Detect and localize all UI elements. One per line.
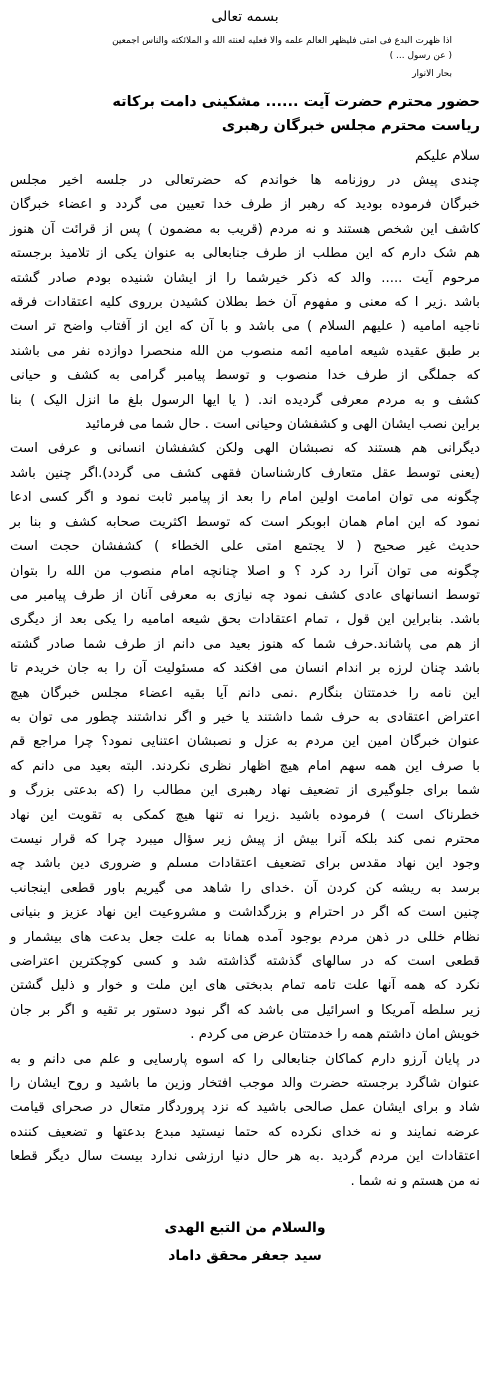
- hadith-source: بحار الانوار: [412, 69, 452, 79]
- body-line: ناجیه امامیه ( علیهم السلام ) می باشد و با آن که این از آفتاب واضح تر است: [10, 319, 480, 335]
- body-line: خبرگان فرموده بودید که رهبر از طرف خدا تعیین می گردد و اعضاء خبرگان: [10, 197, 480, 213]
- body-line: براین نصب ایشان الهی و کشفشان وحیانی است . حال شما می فرمائید: [85, 417, 480, 433]
- body-line: باشد .زیر ا که معنی و مفهوم آن خط بطلان کشیدن برروی کلیه اعتقادات فرقه: [10, 295, 480, 311]
- body-line: این نامه را خدمتتان بنگارم .نمی دانم آیا بقیه اعضاء مجلس خبرگان هیچ: [10, 685, 480, 701]
- body-line: چگونه می توان امامت اولین امام را بعد از پیامبر ثابت نمود و اگر کسی ادعا: [10, 490, 480, 506]
- body-line: کشف و به مردم معرفی گردیده اند. ( یا ایها الرسول بلغ ما انزل الیک ) بنا: [10, 392, 480, 408]
- body-line: نه من هستم و نه شما .: [350, 1173, 480, 1189]
- body-line: زیر سلطه آمریکا و اسرائیل می باشد که اگر نبود دستور بر تقیه و اگر بر جان: [10, 1002, 480, 1018]
- body-line: با صرف این همه سهم امام هیچ اظهار نظری نکردند. البته بعید می دانم که: [10, 758, 480, 774]
- body-line: وجود این نهاد مقدس برای تضعیف اعتقادات مسلم و ضروری دین باشد چه: [10, 856, 480, 872]
- body-line: نکرد که همه آنها علت تامه تمام بدبختی های این ملت و خوار و ذلیل گشتن: [10, 978, 480, 994]
- body-line: شاد و برای ایشان عمل صالحی باشید که نزد پروردگار متعال در صحرای قیامت: [10, 1100, 480, 1116]
- signoff: [10, 1214, 480, 1270]
- body-line: اعتراض اعتقادی به حرف شما داشتند یا خیر و اگر نداشتند چطور می توان به: [10, 709, 480, 725]
- body-line: عرضه نمایند و نه خدای نکرده که حتما نیستید مبدع بدعتها و تضعیف کننده: [10, 1124, 480, 1140]
- hadith-quote: [10, 34, 480, 82]
- body-line: خطرناک است ) فرموده باشید .زیرا نه تنها هیچ کمکی به تقویت این نهاد: [10, 807, 480, 823]
- letter-body: [10, 169, 480, 1194]
- body-line: کاشف این شخص هستند و نه مردم (قریب به مضمون ) پس از قرائت آن هنوز: [10, 221, 480, 237]
- closing-greeting: والسلام من التبع الهدی: [164, 1220, 326, 1237]
- body-line: محترم نمی کند بلکه آنرا بیش از پیش زیر سؤال میبرد چرا که قرار نیست: [10, 831, 480, 847]
- body-line: عنوان خبرگان امین این مردم به عزل و نصبشان اعتنایی نمود؟ چرا مراجع قم: [10, 734, 480, 750]
- body-line: بر طبق عقیده شیعه امامیه ائمه منصوب من الله منحصرا دوازده نفر می باشند: [10, 343, 480, 359]
- body-line: نمود که این امام همان ابوبکر است که توسط اکثریت صحابه کشف و بنا بر: [10, 514, 480, 530]
- body-line: خویش امان داشتم همه را خدمتتان عرض می کردم .: [190, 1027, 480, 1043]
- salutation: سلام علیکم: [414, 148, 480, 164]
- body-line: نظام خللی در ذهن مردم بوجود آمده همانا به علت جعل بدعت های بیشمار و: [10, 929, 480, 945]
- basmala: بسمه تعالی: [211, 9, 279, 25]
- addressee-heading: حضور محترم حضرت آیت ...... مشکینی دامت برکاته: [112, 94, 480, 110]
- body-line: برسد به ریشه کن کردن آن .خدای را شاهد می گیریم باور قطعی اینجانب: [10, 880, 480, 896]
- body-line: در پایان آرزو دارم کماکان جنابعالی را که اسوه پارسایی و علم می دانم و به: [10, 1051, 480, 1067]
- body-line: دیگرانی هم هستند که نصبشان الهی ولکن کشفشان انسانی و عرفی است: [10, 441, 480, 457]
- body-line: چندی پیش در روزنامه ها خواندم که حضرتعالی در جلسه اخیر مجلس: [10, 173, 480, 188]
- body-line: قطعی است که در سالهای گذشته گذاشته شد و کسی کوچکترین اعتراضی: [10, 954, 480, 969]
- addressee-title: ریاست محترم مجلس خبرگان رهبری: [221, 118, 480, 134]
- body-line: باشد. بنابراین این قول ، تمام اعتقادات بحق شیعه امامیه را یکی بعد از دیگری: [10, 612, 480, 628]
- body-line: اعتقادات این مردم گردید .به هر حال دنیا ارزشی ندارد بیست سال دیگر قطعا: [10, 1149, 480, 1165]
- signature-name: سید جعفر محقق داماد: [168, 1248, 322, 1265]
- hadith-text: اذا ظهرت البدع فی امتی فلیظهر العالم علمه والا فعلیه لعنته الله و الملائکته والناس اجمعین: [112, 36, 452, 46]
- body-line: از هم می پاشاند.حرف شما که هنوز بعید می دانم از طرف شما صادر گشته: [10, 636, 480, 652]
- body-line: باشد چنان لرزه بر اندام انسان می افکند که مسئولیت آن را به جان خریدم تا: [10, 661, 480, 677]
- body-line: توسط انسانهای عادی کشف نمود چه نیازی به معرفی آنان از طرف پیامبر می: [10, 587, 480, 603]
- body-line: شما برای جلوگیری از تضعیف نهاد رهبری این مطالب را (که بدعتی بزرگ و: [10, 783, 480, 799]
- body-line: چنین است که اگر در احترام و بزرگداشت و مشروعیت این نهاد عزیز و بنیانی: [10, 905, 480, 921]
- body-line: (یعنی توسط عقل متعارف کارشناسان فقهی کشف می گردد).اگر چنین باشد: [10, 465, 480, 481]
- body-line: مرحوم آیت ..... والد که ذکر خیرشما را از ایشان شنیده بودم صادر گشته: [10, 270, 480, 286]
- hadith-attribution: ( عن رسول ... ): [389, 51, 452, 61]
- body-line: حدیث غیر صحیح ( لا یجتمع امتی علی الخطاء ) کشفشان حجت است: [10, 539, 480, 555]
- body-line: چگونه می توان آنرا رد کرد ؟ و اصلا چنانچه امام منصوب من الله را بتوان: [10, 563, 480, 579]
- body-line: که جملگی از طرف خدا منصوب و توسط پیامبر گرامی به کشف و حیانی: [10, 368, 480, 384]
- body-line: هم شک دارم که این مطلب از طرف جنابعالی به عنوان یکی از تلامیذ برجسته: [10, 246, 480, 262]
- body-line: عنوان شاگرد برجسته حضرت والد موجب افتخار وزین ما باشید و روح ایشان را: [10, 1076, 480, 1092]
